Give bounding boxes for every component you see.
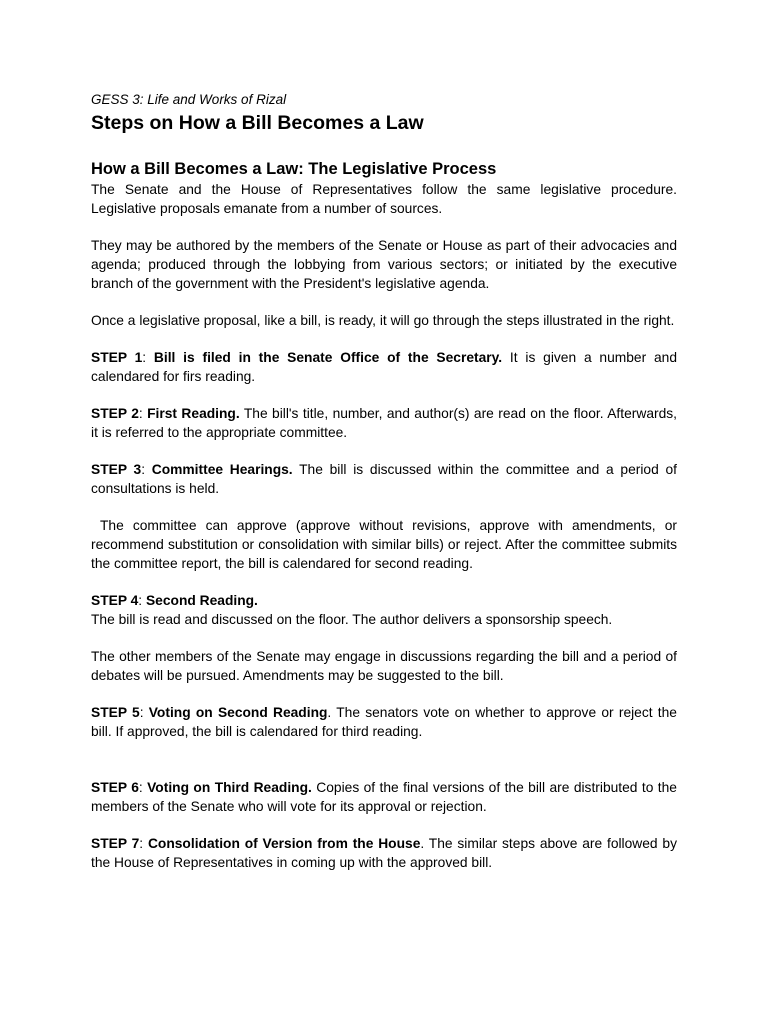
paragraph-sources: They may be authored by the members of the Senate or House as part of their advocacies and agenda; produced through the lobbying from various sectors; or initiated by the executive branch of the government with the President's legislative agenda. bbox=[91, 238, 677, 291]
step-text: It is given a number and calendared for firs reading. bbox=[91, 350, 678, 384]
step-label: STEP 5 bbox=[91, 705, 140, 720]
course-label: GESS 3: Life and Works of Rizal bbox=[91, 92, 287, 107]
step-label: STEP 6 bbox=[91, 780, 139, 795]
step-6 bbox=[91, 778, 677, 816]
step-heading: Committee Hearings. bbox=[151, 462, 293, 477]
step-label: STEP 2 bbox=[91, 406, 139, 421]
document-page bbox=[91, 90, 677, 872]
step-text: Copies of the final versions of the bill are distributed to the members of the Senate who will vote for its approval or rejection. bbox=[91, 780, 677, 814]
paragraph-steps-intro: Once a legislative proposal, like a bill, is ready, it will go through the steps illustrated in the right. bbox=[91, 313, 675, 328]
step-label: STEP 7 bbox=[91, 836, 140, 851]
step-heading: Voting on Second Reading bbox=[148, 705, 328, 720]
step-heading: First Reading. bbox=[147, 406, 240, 421]
step-5 bbox=[91, 703, 677, 741]
step-separator: : bbox=[138, 406, 148, 421]
step-heading: Voting on Third Reading. bbox=[147, 780, 312, 795]
step-3 bbox=[91, 460, 677, 498]
page-title: Steps on How a Bill Becomes a Law bbox=[91, 112, 424, 134]
step-label: STEP 3 bbox=[91, 462, 142, 477]
step-separator: : bbox=[142, 350, 154, 365]
step-label: STEP 4 bbox=[91, 593, 139, 608]
step-3-detail: The committee can approve (approve without revisions, approve with amendments, or recommend substitution or consolidation with similar bills) or reject. After the committee submits the committee report, the bill is calendared for second reading. bbox=[91, 518, 677, 571]
paragraph-intro: The Senate and the House of Representatives follow the same legislative procedure. Legislative proposals emanate from a number of sources. bbox=[91, 182, 677, 216]
step-separator: : bbox=[139, 836, 148, 851]
section-heading: How a Bill Becomes a Law: The Legislative Process bbox=[91, 160, 497, 178]
step-heading: Bill is filed in the Senate Office of the Secretary. bbox=[153, 350, 503, 365]
step-separator: : bbox=[138, 593, 146, 608]
step-heading: Consolidation of Version from the House bbox=[147, 836, 421, 851]
step-heading: Second Reading. bbox=[145, 593, 258, 608]
step-text: . The similar steps above are followed by the House of Representatives in coming up with the approved bill. bbox=[91, 836, 677, 870]
step-separator: : bbox=[139, 705, 149, 720]
step-separator: : bbox=[141, 462, 152, 477]
step-7 bbox=[91, 834, 677, 872]
step-text: The bill's title, number, and author(s) are read on the floor. Afterwards, it is referred to the appropriate committee. bbox=[91, 406, 677, 440]
step-separator: : bbox=[138, 780, 148, 795]
step-text: The bill is discussed within the committee and a period of consultations is held. bbox=[91, 462, 677, 496]
step-4 bbox=[91, 591, 677, 610]
step-2 bbox=[91, 404, 677, 442]
step-1 bbox=[91, 348, 677, 386]
step-4-text: The bill is read and discussed on the floor. The author delivers a sponsorship speech. bbox=[91, 612, 613, 627]
step-text: . The senators vote on whether to approve or reject the bill. If approved, the bill is calendared for third reading. bbox=[91, 705, 677, 739]
step-4-detail: The other members of the Senate may engage in discussions regarding the bill and a period of debates will be pursued. Amendments may be suggested to the bill. bbox=[91, 649, 677, 683]
step-label: STEP 1 bbox=[91, 350, 143, 365]
